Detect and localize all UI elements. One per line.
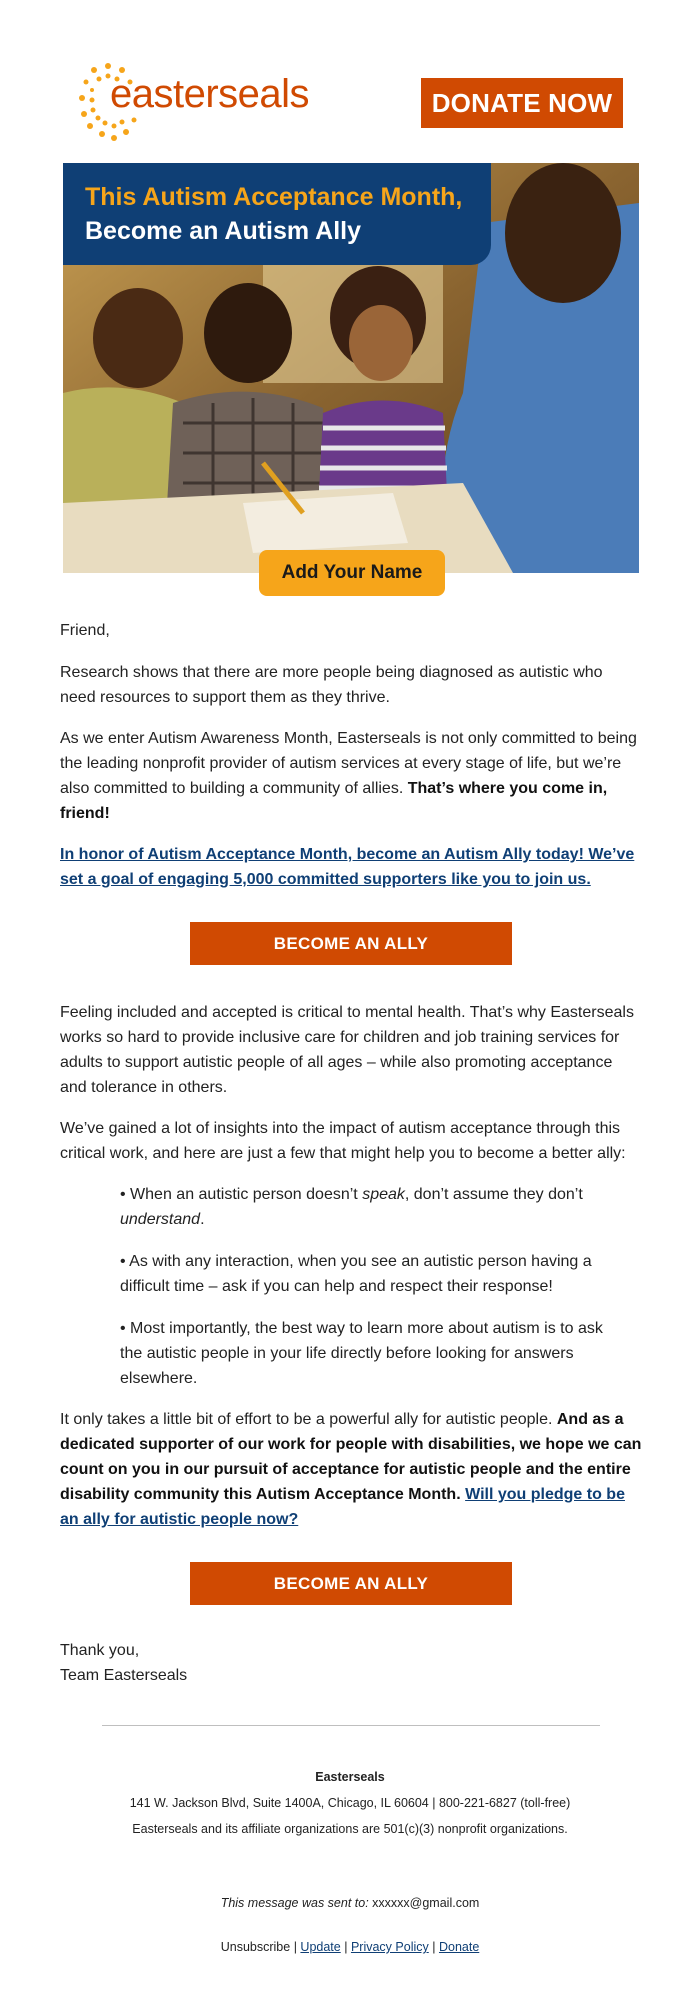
footer-divider xyxy=(102,1725,600,1726)
paragraph-awareness-month xyxy=(60,726,642,826)
signoff-thank-you: Thank you, xyxy=(60,1642,140,1659)
footer-sent-to xyxy=(0,1896,700,1910)
paragraph-goal xyxy=(60,842,642,892)
sent-to-email: xxxxxx@gmail.com xyxy=(372,1896,480,1910)
logo-wordmark: easterseals xyxy=(110,72,310,116)
footer-separator: | xyxy=(432,1940,436,1954)
paragraph-awareness-text: As we enter Autism Awareness Month, Easterseals is not only committed to being the leading nonprofit provider of autism services at every stage of life, but we’re also committed to building a community of allies. xyxy=(60,730,637,797)
privacy-policy-link[interactable]: Privacy Policy xyxy=(350,1940,429,1954)
paragraph-pledge-text: It only takes a little bit of effort to be a powerful ally for autistic people. xyxy=(60,1411,553,1428)
paragraph-pledge xyxy=(60,1407,642,1532)
paragraph-research: Research shows that there are more people being diagnosed as autistic who need resources to support them as they thrive. xyxy=(60,664,603,706)
donate-link[interactable]: Donate xyxy=(438,1940,480,1954)
bullet-speak-italic-2: understand xyxy=(120,1211,201,1228)
pledge-ally-link[interactable]: Will you pledge to be an ally for autistic people now? xyxy=(60,1486,625,1528)
paragraph-pledge-bold: And as a dedicated supporter of our work for people with disabilities, we hope we can count on you in our pursuit of acceptance for autistic people and the entire disability community this Autism Acceptance Month. xyxy=(60,1411,642,1503)
bullet-speak xyxy=(120,1182,620,1232)
footer-links xyxy=(0,1940,700,1954)
unsubscribe-link[interactable]: Unsubscribe xyxy=(220,1940,291,1954)
bullet-speak-italic-1: speak xyxy=(362,1186,405,1203)
bullet-ask-autistic-people: • Most importantly, the best way to learn more about autism is to ask the autistic people in your life directly before looking for answers elsewhere. xyxy=(120,1320,603,1387)
footer-address: 141 W. Jackson Blvd, Suite 1400A, Chicago, IL 60604 | 800-221-6827 (toll-free) xyxy=(129,1796,571,1810)
paragraph-insights: We’ve gained a lot of insights into the impact of autism acceptance through this critical work, and here are just a few that might help you to become a better ally: xyxy=(60,1120,626,1162)
hero-headline-banner xyxy=(63,163,491,265)
hero-headline-line2: Become an Autism Ally xyxy=(85,217,362,245)
donate-now-button[interactable]: DONATE NOW xyxy=(421,78,623,128)
sent-to-label: This message was sent to: xyxy=(220,1896,369,1910)
footer-separator: | xyxy=(293,1940,297,1954)
bullet-speak-text-3: . xyxy=(200,1211,205,1228)
add-your-name-button[interactable]: Add Your Name xyxy=(259,550,445,596)
signoff-team: Team Easterseals xyxy=(60,1667,188,1684)
bullet-difficult-time: • As with any interaction, when you see an autistic person having a difficult time – ask if you can help and respect their response! xyxy=(120,1253,592,1295)
become-ally-goal-link[interactable]: In honor of Autism Acceptance Month, become an Autism Ally today! We’ve set a goal of engaging 5,000 committed supporters like you to join us. xyxy=(60,846,635,888)
bullet-speak-text-1: • When an autistic person doesn’t xyxy=(120,1186,363,1203)
bullet-speak-text-2: , don’t assume they don’t xyxy=(404,1186,583,1203)
footer-nonprofit-note: Easterseals and its affiliate organizations are 501(c)(3) nonprofit organizations. xyxy=(132,1822,568,1836)
easterseals-logo[interactable] xyxy=(78,58,308,148)
paragraph-inclusion: Feeling included and accepted is critical to mental health. That’s why Easterseals works so hard to provide inclusive care for children and job training services for adults to support autistic people of all ages – while also promoting acceptance and tolerance in others. xyxy=(60,1004,634,1096)
footer-separator: | xyxy=(344,1940,348,1954)
update-link[interactable]: Update xyxy=(300,1940,341,1954)
paragraph-awareness-bold: That’s where you come in, friend! xyxy=(60,780,608,822)
become-an-ally-button-2[interactable]: BECOME AN ALLY xyxy=(190,1562,512,1605)
hero-image[interactable] xyxy=(63,163,639,573)
become-an-ally-button-1[interactable]: BECOME AN ALLY xyxy=(190,922,512,965)
footer-org-name: Easterseals xyxy=(315,1770,385,1784)
greeting: Friend, xyxy=(60,622,110,639)
hero-headline-line1: This Autism Acceptance Month, xyxy=(85,183,463,211)
